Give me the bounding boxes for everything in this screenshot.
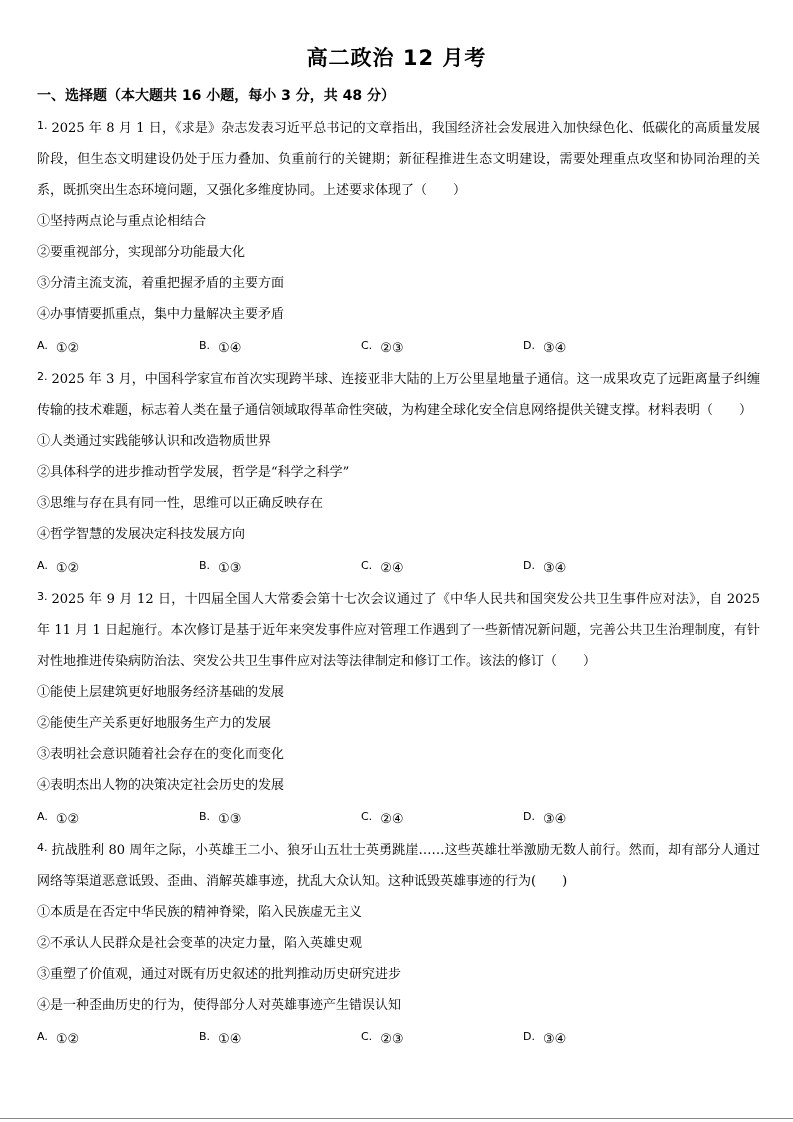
choice-text: ③④ (542, 561, 567, 576)
question-stem (37, 361, 760, 426)
section-heading: 一、选择题（本大题共 16 小题，每小 3 分，共 48 分） (37, 88, 395, 104)
answer-choice-d (523, 1021, 685, 1052)
answer-choices (37, 801, 760, 832)
choice-letter: B. (199, 810, 211, 823)
option-statement: ①本质是在否定中华民族的精神脊梁，陷入民族虚无主义 (37, 905, 363, 920)
choice-text: ②④ (380, 561, 404, 576)
question-stem (37, 581, 760, 677)
answer-choice-a (37, 330, 199, 361)
choice-letter: A. (37, 559, 48, 572)
question-stem-text: 抗战胜利 80 周年之际，小英雄王二小、狼牙山五壮士英勇跳崖……这些英雄壮举激励无数人前行。然而，却有部分人通过网络等渠道恶意诋毁、歪曲、消解英雄事迹，扰乱大众认知。这种诋毁英雄事迹的行为( ) (37, 843, 760, 889)
answer-choice-d (523, 550, 685, 581)
question-stem-text: 2025 年 9 月 12 日，十四届全国人大常委会第十七次会议通过了《中华人民共和国突发公共卫生事件应对法》，自 2025 年 11 月 1 日起施行。本次修订是基于近年来突发事件应对管理工作遇到了一些新情况新问题，完善公共卫生治理制度，有针对性地推进传染病防治法、突发公共卫生事件应对法等法律制定和修订工作。该法的修订（ ） (37, 592, 760, 669)
answer-choice-b (199, 1021, 361, 1052)
choice-text: ①③ (218, 812, 242, 827)
choice-letter: C. (361, 1030, 373, 1043)
choice-text: ①② (55, 812, 80, 827)
choice-letter: B. (199, 559, 211, 572)
choice-text: ①② (55, 341, 80, 356)
page-bottom-divider (0, 1118, 793, 1119)
answer-choice-d (523, 330, 685, 361)
choice-text: ②③ (380, 341, 404, 356)
choice-letter: B. (199, 339, 211, 352)
question-stem (37, 832, 760, 897)
answer-choices (37, 330, 760, 361)
answer-choice-b (199, 550, 361, 581)
option-statement: ②不承认人民群众是社会变革的决定力量，陷入英雄史观 (37, 936, 363, 951)
question-stem-text: 2025 年 8 月 1 日，《求是》杂志发表习近平总书记的文章指出，我国经济社会发展进入加快绿色化、低碳化的高质量发展阶段，但生态文明建设仍处于压力叠加、负重前行的关键期；新征程推进生态文明建设，需要处理重点攻坚和协同治理的关系，既抓突出生态环境问题，又强化多维度协同。上述要求体现了（ ） (37, 121, 760, 198)
question-3 (37, 581, 760, 832)
choice-letter: A. (37, 339, 48, 352)
choice-letter: D. (523, 810, 535, 823)
choice-text: ③④ (542, 1032, 567, 1047)
answer-choice-d (523, 801, 685, 832)
option-statement: ③思维与存在具有同一性，思维可以正确反映存在 (37, 496, 324, 511)
answer-choice-c (361, 330, 523, 361)
answer-choice-b (199, 330, 361, 361)
question-number: 3. (37, 590, 48, 603)
option-statement: ④是一种歪曲历史的行为，使得部分人对英雄事迹产生错误认知 (37, 998, 402, 1013)
choice-letter: C. (361, 810, 373, 823)
question-1 (37, 110, 760, 361)
choice-text: ①③ (218, 561, 242, 576)
choice-text: ①② (55, 1032, 80, 1047)
option-statement: ③表明社会意识随着社会存在的变化而变化 (37, 747, 285, 762)
option-statement: ②能使生产关系更好地服务生产力的发展 (37, 716, 272, 731)
option-statement: ③分清主流支流，着重把握矛盾的主要方面 (37, 276, 285, 291)
answer-choices (37, 550, 760, 581)
question-number: 2. (37, 370, 48, 383)
option-statement: ④表明杰出人物的决策决定社会历史的发展 (37, 778, 285, 793)
choice-letter: C. (361, 559, 373, 572)
question-stem-text: 2025 年 3 月，中国科学家宣布首次实现跨半球、连接亚非大陆的上万公里星地量子通信。这一成果攻克了远距离量子纠缠传输的技术难题，标志着人类在量子通信领域取得革命性突破，为构建全球化安全信息网络提供关键支撑。材料表明（ ） (37, 372, 760, 418)
choice-text: ③④ (542, 341, 567, 356)
question-stem (37, 110, 760, 206)
answer-choices (37, 1021, 760, 1052)
option-statement: ②要重视部分，实现部分功能最大化 (37, 245, 246, 260)
choice-text: ②④ (380, 812, 404, 827)
question-list (37, 110, 760, 1052)
choice-text: ①④ (218, 341, 242, 356)
choice-letter: A. (37, 1030, 48, 1043)
answer-choice-a (37, 550, 199, 581)
choice-text: ③④ (542, 812, 567, 827)
choice-letter: D. (523, 559, 535, 572)
answer-choice-a (37, 1021, 199, 1052)
option-statement: ①能使上层建筑更好地服务经济基础的发展 (37, 685, 285, 700)
option-statement: ④哲学智慧的发展决定科技发展方向 (37, 527, 246, 542)
option-statement: ①坚持两点论与重点论相结合 (37, 214, 207, 229)
choice-letter: A. (37, 810, 48, 823)
answer-choice-c (361, 1021, 523, 1052)
choice-text: ①② (55, 561, 80, 576)
choice-letter: D. (523, 1030, 535, 1043)
choice-text: ①④ (218, 1032, 242, 1047)
answer-choice-c (361, 801, 523, 832)
page-title: 高二政治 12 月考 (306, 46, 487, 70)
option-statement: ②具体科学的进步推动哲学发展，哲学是“科学之科学” (37, 465, 350, 480)
choice-text: ②③ (380, 1032, 404, 1047)
choice-letter: B. (199, 1030, 211, 1043)
answer-choice-a (37, 801, 199, 832)
answer-choice-c (361, 550, 523, 581)
option-statement: ③重塑了价值观，通过对既有历史叙述的批判推动历史研究进步 (37, 967, 402, 982)
question-number: 1. (37, 119, 48, 132)
choice-letter: D. (523, 339, 535, 352)
question-4 (37, 832, 760, 1052)
option-statement: ①人类通过实践能够认识和改造物质世界 (37, 434, 272, 449)
option-statement: ④办事情要抓重点，集中力量解决主要矛盾 (37, 307, 285, 322)
question-2 (37, 361, 760, 581)
question-number: 4. (37, 841, 48, 854)
choice-letter: C. (361, 339, 373, 352)
answer-choice-b (199, 801, 361, 832)
